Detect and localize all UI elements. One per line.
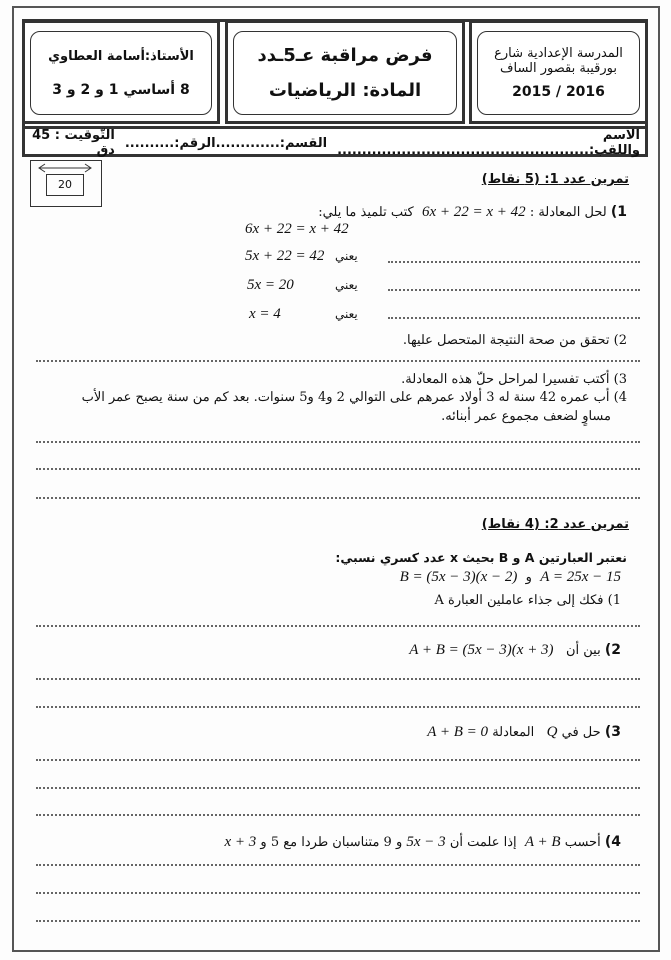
title-box <box>225 20 465 124</box>
answer-line[interactable] <box>36 814 640 816</box>
ex1-q3: 3) أكتب تفسيرا لمراحل حلّ هذه المعادلة. <box>401 372 627 387</box>
answer-line[interactable] <box>36 706 640 708</box>
answer-line[interactable] <box>36 892 640 894</box>
ex2-q4-expr2: 5x − 3 <box>406 834 446 850</box>
teacher-name: الأستاذ:أسامة العطاوي <box>48 48 194 64</box>
school-box <box>469 20 648 124</box>
double-arrow-icon <box>37 163 93 173</box>
exercise2-heading: تمرين عدد 2: (4 نقاط) <box>481 517 629 532</box>
ex1-q4-line2: مساوٍ لضعف مجموع عمر أبنائه. <box>441 409 611 424</box>
ex2-q2-equation: A + B = (5x − 3)(x + 3) <box>409 642 554 658</box>
ex2-q2 <box>409 642 621 659</box>
step-3-word: يعني <box>335 307 358 321</box>
ex2-q2-text: بين أن <box>565 643 601 658</box>
answer-line[interactable] <box>36 759 640 761</box>
answer-line[interactable] <box>36 625 640 627</box>
answer-line[interactable] <box>36 678 640 680</box>
ex1-q1-equation: 6x + 22 = x + 42 <box>421 204 526 220</box>
answer-line[interactable] <box>388 261 640 263</box>
answer-line[interactable] <box>388 317 640 319</box>
teacher-box <box>22 20 220 124</box>
number-field[interactable]: الرقم:.......... <box>124 135 216 151</box>
ex1-q1 <box>318 204 627 221</box>
ex1-q2: 2) تحقق من صحة النتيجة المتحصل عليها. <box>402 333 627 348</box>
step-1-word: يعني <box>335 249 358 263</box>
answer-line[interactable] <box>36 920 640 922</box>
ex2-q3-equation: A + B = 0 <box>427 724 489 740</box>
step-2-word: يعني <box>335 278 358 292</box>
ex2-intro: نعتبر العبارتين A و B بحيث x عدد كسري نسبي: <box>335 550 627 565</box>
step-2-equation: 5x = 20 <box>247 277 294 293</box>
ex2-q4-text: أحسب <box>564 835 601 850</box>
school-year: 2016 / 2015 <box>512 84 605 100</box>
ex2-q1: 1) فكك إلى جذاء عاملين العبارة A <box>434 593 621 608</box>
exercise1-heading: تمرين عدد 1: (5 نقاط) <box>481 172 629 187</box>
step-0-equation: 6x + 22 = x + 42 <box>245 221 349 237</box>
ex2-q4-text3: و 9 متناسبان طردا مع 5 و <box>260 835 403 850</box>
school-name-line1: المدرسة الإعدادية شارع <box>494 46 623 61</box>
answer-line[interactable] <box>36 787 640 789</box>
ex2-q2-number: 2) <box>604 642 621 658</box>
duration: التّوقيت : 45 دق <box>32 128 115 158</box>
expression-B: B = (5x − 3)(x − 2) <box>399 569 518 585</box>
score-total: 20 <box>46 174 84 196</box>
ex1-q1-text2: كتب تلميذ ما يلي: <box>318 205 414 220</box>
answer-line[interactable] <box>36 864 640 866</box>
answer-line[interactable] <box>36 360 640 362</box>
answer-line[interactable] <box>36 468 640 470</box>
ex2-expressions <box>400 569 621 586</box>
score-frame <box>30 160 102 207</box>
subject: المادة: الرياضيات <box>268 80 422 101</box>
ex2-q3-number: 3) <box>604 724 621 740</box>
answer-line[interactable] <box>388 289 640 291</box>
and-word: و <box>525 570 532 585</box>
ex2-q3-text: حل في <box>561 725 601 740</box>
ex2-q4-expr: A + B <box>524 834 561 850</box>
ex2-q4-expr3: x + 3 <box>224 834 257 850</box>
answer-line[interactable] <box>36 441 640 443</box>
ex2-q3-text2: المعادلة <box>492 725 535 740</box>
classes: 8 أساسي 1 و 2 و 3 <box>52 81 190 98</box>
name-field[interactable]: الاسم واللقب:................................................... <box>337 128 640 158</box>
ex2-q4 <box>224 834 621 851</box>
student-info-row <box>22 126 648 157</box>
ex1-q1-number: 1) <box>610 204 627 220</box>
ex1-q4-line1: 4) أب عمره 42 سنة له 3 أولاد عمرهم على التوالي 2 و4 و5 سنوات. بعد كم من سنة يصبح عمر الأب <box>81 390 627 405</box>
step-1-equation: 5x + 22 = 42 <box>245 248 325 264</box>
exam-title: فرض مراقبة عـ5ـدد <box>257 45 433 66</box>
expression-A: A = 25x − 15 <box>540 569 621 585</box>
school-name-line2: بورقيبة بقصور الساف <box>500 61 617 76</box>
ex1-q1-text: لحل المعادلة : <box>529 205 607 220</box>
step-3-equation: x = 4 <box>249 306 281 322</box>
section-field[interactable]: القسم:............. <box>215 135 328 151</box>
ex2-q4-text2: إذا علمت أن <box>449 835 517 850</box>
ex2-q4-number: 4) <box>604 834 621 850</box>
ex2-q3 <box>427 724 621 741</box>
rational-set: Q <box>546 724 558 740</box>
answer-line[interactable] <box>36 497 640 499</box>
